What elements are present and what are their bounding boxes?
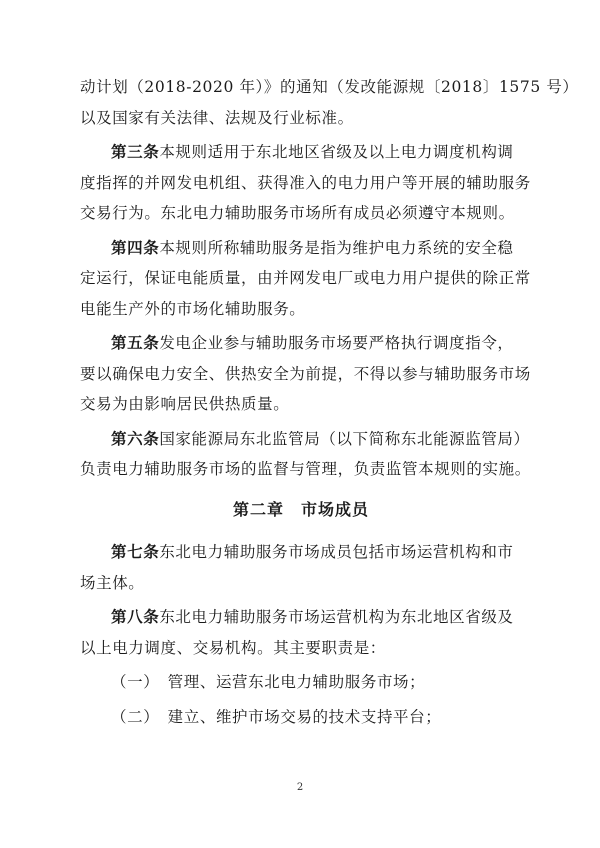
article-label: 第七条 [111,543,160,561]
article-text: 负责电力辅助服务市场的监督与管理，负责监管本规则的实施。 [80,460,531,478]
article-text: 以上电力调度、交易机构。其主要职责是： [80,638,386,657]
article-3 [80,137,531,229]
article-label: 第三条 [111,143,160,161]
list-item: （二） 建立、维护市场交易的技术支持平台； [111,707,442,726]
document-body [80,72,579,732]
page-number: 2 [296,782,304,793]
article-label: 第六条 [111,429,160,448]
article-label: 第五条 [111,334,160,352]
article-text: 东北电力辅助服务市场运营机构为东北地区省级及 [159,608,514,626]
article-8 [80,602,522,663]
text-line: 以及国家有关法律、法规及行业标准。 [80,108,354,127]
article-6 [80,424,531,485]
article-text: 交易行为。东北电力辅助服务市场所有成员必须遵守本规则。 [80,204,515,222]
text-line: 动计划（2018-2020 年）》的通知（发改能源规〔2018〕1575 号） [80,78,579,96]
article-4 [80,233,531,325]
article-text: 度指挥的并网发电机组、获得准入的电力用户等开展的辅助服务 [80,173,531,192]
article-text: 要以确保电力安全、供热安全为前提，不得以参与辅助服务市场 [80,364,531,383]
article-text: 定运行，保证电能质量，由并网发电厂或电力用户提供的除正常 [80,269,531,287]
article-text: 本规则适用于东北地区省级及以上电力调度机构调 [159,143,514,161]
article-7 [80,537,522,598]
article-5 [80,328,531,420]
article-text: 交易为由影响居民供热质量。 [80,395,290,413]
list-item: （一） 管理、运营东北电力辅助服务市场； [111,673,426,691]
article-text: 东北电力辅助服务市场成员包括市场运营机构和市 [159,543,514,561]
article-label: 第八条 [111,608,160,626]
article-label: 第四条 [111,238,160,257]
article-text: 本规则所称辅助服务是指为维护电力系统的安全稳 [159,238,514,257]
article-text: 场主体。 [80,573,145,592]
article-text: 国家能源局东北监管局（以下简称东北能源监管局） [159,429,530,448]
article-text: 发电企业参与辅助服务市场要严格执行调度指令， [159,334,514,352]
chapter-heading: 第二章 市场成员 [232,499,369,519]
article-text: 电能生产外的市场化辅助服务。 [80,299,306,318]
